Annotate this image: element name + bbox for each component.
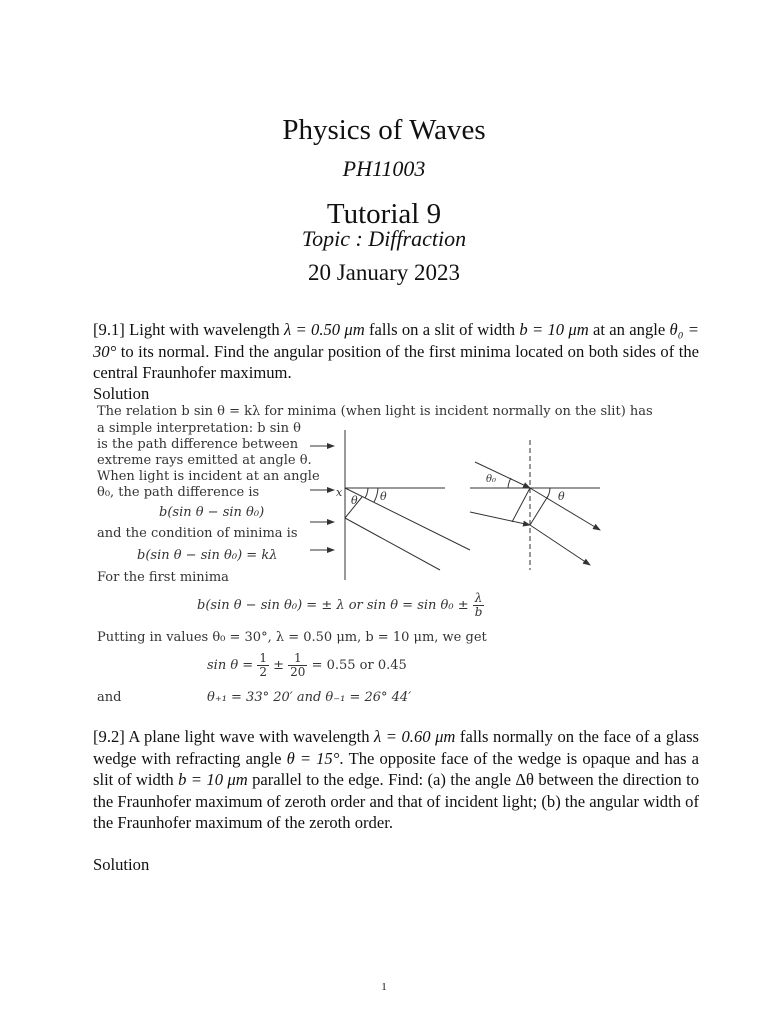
theta-label: θ: [558, 490, 565, 503]
diffraction-diagram: [300, 430, 620, 580]
solution-label-9-2: Solution: [93, 855, 150, 874]
problem-9-1-text: [93, 319, 699, 384]
problem-9-2-text: [93, 726, 699, 834]
scan-line-3: is the path difference between: [97, 437, 299, 452]
theta0-label: θ₀: [486, 474, 497, 485]
problem-9-1-part2: falls on a slit of width: [364, 320, 520, 339]
scan-line-5: When light is incident at an angle: [97, 469, 320, 484]
scan-line-1: The relation b sin θ = kλ for minima (when light is incident normally on the slit) has: [97, 404, 653, 419]
problem-9-1-lambda: λ = 0.50 μm: [284, 320, 365, 339]
problem-9-1-part1: [9.1] Light with wavelength: [93, 320, 284, 339]
scan-line-11: [197, 592, 484, 619]
oblique-incident-ray: [475, 462, 530, 488]
problem-9-2-part2: falls normally on the face of a glass wedge with refracting angle: [93, 727, 700, 768]
path-difference-line: [512, 488, 530, 522]
topic-subtitle: Topic : Diffraction: [301, 226, 467, 251]
lambda-over-b-fraction: $\frac{\lambda}{b}$: [474, 591, 483, 619]
scan-line-6: θ₀, the path difference is: [97, 485, 260, 500]
scan-line-12: Putting in values θ₀ = 30°, λ = 0.50 μm, b = 10 μm, we get: [97, 630, 487, 645]
diffracted-ray: [530, 525, 590, 565]
scan-line-7: b(sin θ − sin θ₀): [159, 505, 265, 520]
problem-9-2-slit-width: b = 10 μm: [178, 770, 248, 789]
problem-9-2-lambda: λ = 0.60 μm: [374, 727, 456, 746]
scan-line-14: θ₊₁ = 33° 20′ and θ₋₁ = 26° 44′: [207, 690, 412, 705]
diffracted-ray: [345, 518, 440, 570]
theta-arc: [365, 488, 368, 498]
one-half-fraction: $\frac{1}{2}$: [259, 651, 267, 679]
x-label: x: [336, 486, 343, 499]
problem-9-2-part3: . The opposite face of the wedge is opaque and has a slit of width: [93, 748, 699, 789]
problem-9-1-part3: at an angle: [588, 320, 670, 339]
scan-line-4: extreme rays emitted at angle θ.: [97, 453, 312, 468]
problem-9-1-part4: to its normal. Find the angular position of the first minima located on both sides of the central Fraunhofer maximum.: [93, 341, 699, 382]
document-date: 20 January 2023: [307, 260, 461, 285]
course-code: PH11003: [342, 156, 426, 181]
scan-line-10: For the first minima: [97, 570, 229, 585]
scan-line-14-and: and: [97, 690, 122, 705]
problem-9-2-part4: parallel to the edge. Find: (a) the angle Δθ between the direction to the Fraunhofer maximum of zeroth order and that of incident light; (b) the angular width of the Fraunhofer maximum of the zeroth order.: [93, 770, 699, 832]
problem-9-1-slit-width: b = 10 μm: [519, 320, 589, 339]
scan-line-8: and the condition of minima is: [97, 526, 298, 541]
page-number: 1: [381, 981, 387, 993]
theta0-arc: [508, 478, 511, 488]
problem-9-2-part1: [9.2] A plane light wave with wavelength: [93, 727, 375, 746]
document-title: Physics of Waves: [282, 114, 486, 146]
path-difference-line: [530, 496, 548, 525]
problem-9-2-angle: θ = 15°: [286, 748, 340, 768]
diffracted-ray: [345, 488, 470, 550]
scan-line-13: sin θ = $\frac{1}{2}$ ± $\frac{1}{20}$ = 0.55 or 0.45: [207, 651, 407, 679]
theta-label: θ: [380, 490, 387, 503]
problem-9-1-angle: θ₀ = 30°: [93, 320, 699, 361]
theta-arc: [547, 488, 550, 498]
solution-label-9-1: Solution: [93, 384, 150, 403]
theta-arc: [374, 488, 378, 502]
theta-label: θ: [351, 494, 358, 507]
tutorial-heading: Tutorial 9: [326, 198, 442, 230]
scan-line-9: b(sin θ − sin θ₀) = kλ: [137, 548, 278, 563]
oblique-incident-ray: [470, 512, 530, 525]
one-twentieth-fraction: $\frac{1}{20}$: [290, 651, 306, 679]
scan-line-11-text: b(sin θ − sin θ₀) = ± λ or sin θ = sin θ₀ ±: [197, 598, 469, 613]
scan-line-2: a simple interpretation: b sin θ: [97, 421, 301, 436]
